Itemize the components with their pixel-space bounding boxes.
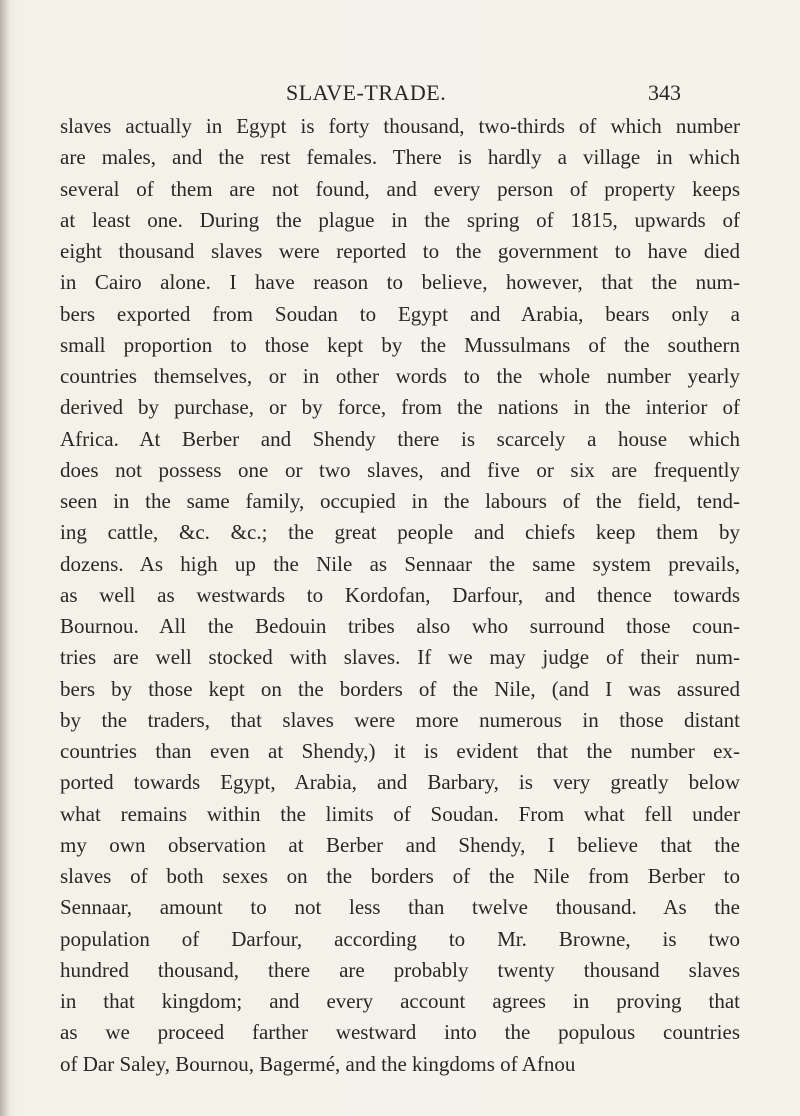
text-line: eight thousand slaves were reported to the government to have died — [60, 239, 740, 263]
text-line: bers by those kept on the borders of the Nile, (and I was assured — [60, 676, 740, 701]
text-line: by the traders, that slaves were more numerous in those distant — [60, 707, 740, 732]
text-line: Africa. At Berber and Shendy there is scarcely a house which — [60, 426, 740, 451]
text-line: ported towards Egypt, Arabia, and Barbary, is very greatly below — [60, 770, 740, 795]
text-line: my own observation at Berber and Shendy, I believe that the — [60, 832, 740, 857]
text-line: ing cattle, &c. &c.; the great people and chiefs keep them by — [60, 520, 740, 545]
text-line: hundred thousand, there are probably twenty thousand slaves — [60, 957, 740, 982]
page-number: 343 — [648, 80, 681, 105]
running-title: SLAVE-TRADE. — [286, 80, 447, 105]
text-line: seen in the same family, occupied in the labours of the field, tend- — [60, 489, 740, 513]
text-line: bers exported from Soudan to Egypt and Arabia, bears only a — [60, 301, 740, 326]
text-line: are males, and the rest females. There is hardly a village in which — [60, 145, 740, 170]
text-line: countries than even at Shendy,) it is evident that the number ex- — [60, 739, 740, 763]
text-line: in that kingdom; and every account agrees in proving that — [60, 989, 740, 1013]
text-line: countries themselves, or in other words to the whole number yearly — [60, 364, 740, 388]
text-line: at least one. During the plague in the spring of 1815, upwards of — [60, 207, 740, 232]
text-line: slaves actually in Egypt is forty thousand, two-thirds of which number — [60, 114, 740, 138]
text-line: tries are well stocked with slaves. If we may judge of their num- — [60, 645, 740, 670]
text-line: of Dar Saley, Bournou, Bagermé, and the kingdoms of Afnou — [60, 1051, 576, 1076]
text-line: Bournou. All the Bedouin tribes also who surround those coun- — [60, 614, 740, 638]
text-line: small proportion to those kept by the Mussulmans of the southern — [60, 332, 740, 357]
text-line: what remains within the limits of Soudan. From what fell under — [60, 801, 740, 826]
gutter-shadow — [0, 0, 10, 1116]
text-line: does not possess one or two slaves, and five or six are frequently — [60, 457, 740, 482]
text-line: slaves of both sexes on the borders of the Nile from Berber to — [60, 864, 740, 888]
text-line: Sennaar, amount to not less than twelve thousand. As the — [60, 895, 740, 920]
text-line: as well as westwards to Kordofan, Darfour, and thence towards — [60, 582, 740, 607]
body-text — [60, 111, 740, 1080]
text-line: derived by purchase, or by force, from the nations in the interior of — [60, 395, 740, 420]
text-line: in Cairo alone. I have reason to believe, however, that the num- — [60, 270, 740, 295]
text-line: population of Darfour, according to Mr. Browne, is two — [60, 926, 740, 951]
text-line: several of them are not found, and every person of property keeps — [60, 176, 740, 201]
text-line: as we proceed farther westward into the populous countries — [60, 1020, 740, 1045]
text-line: dozens. As high up the Nile as Sennaar the same system prevails, — [60, 551, 740, 576]
